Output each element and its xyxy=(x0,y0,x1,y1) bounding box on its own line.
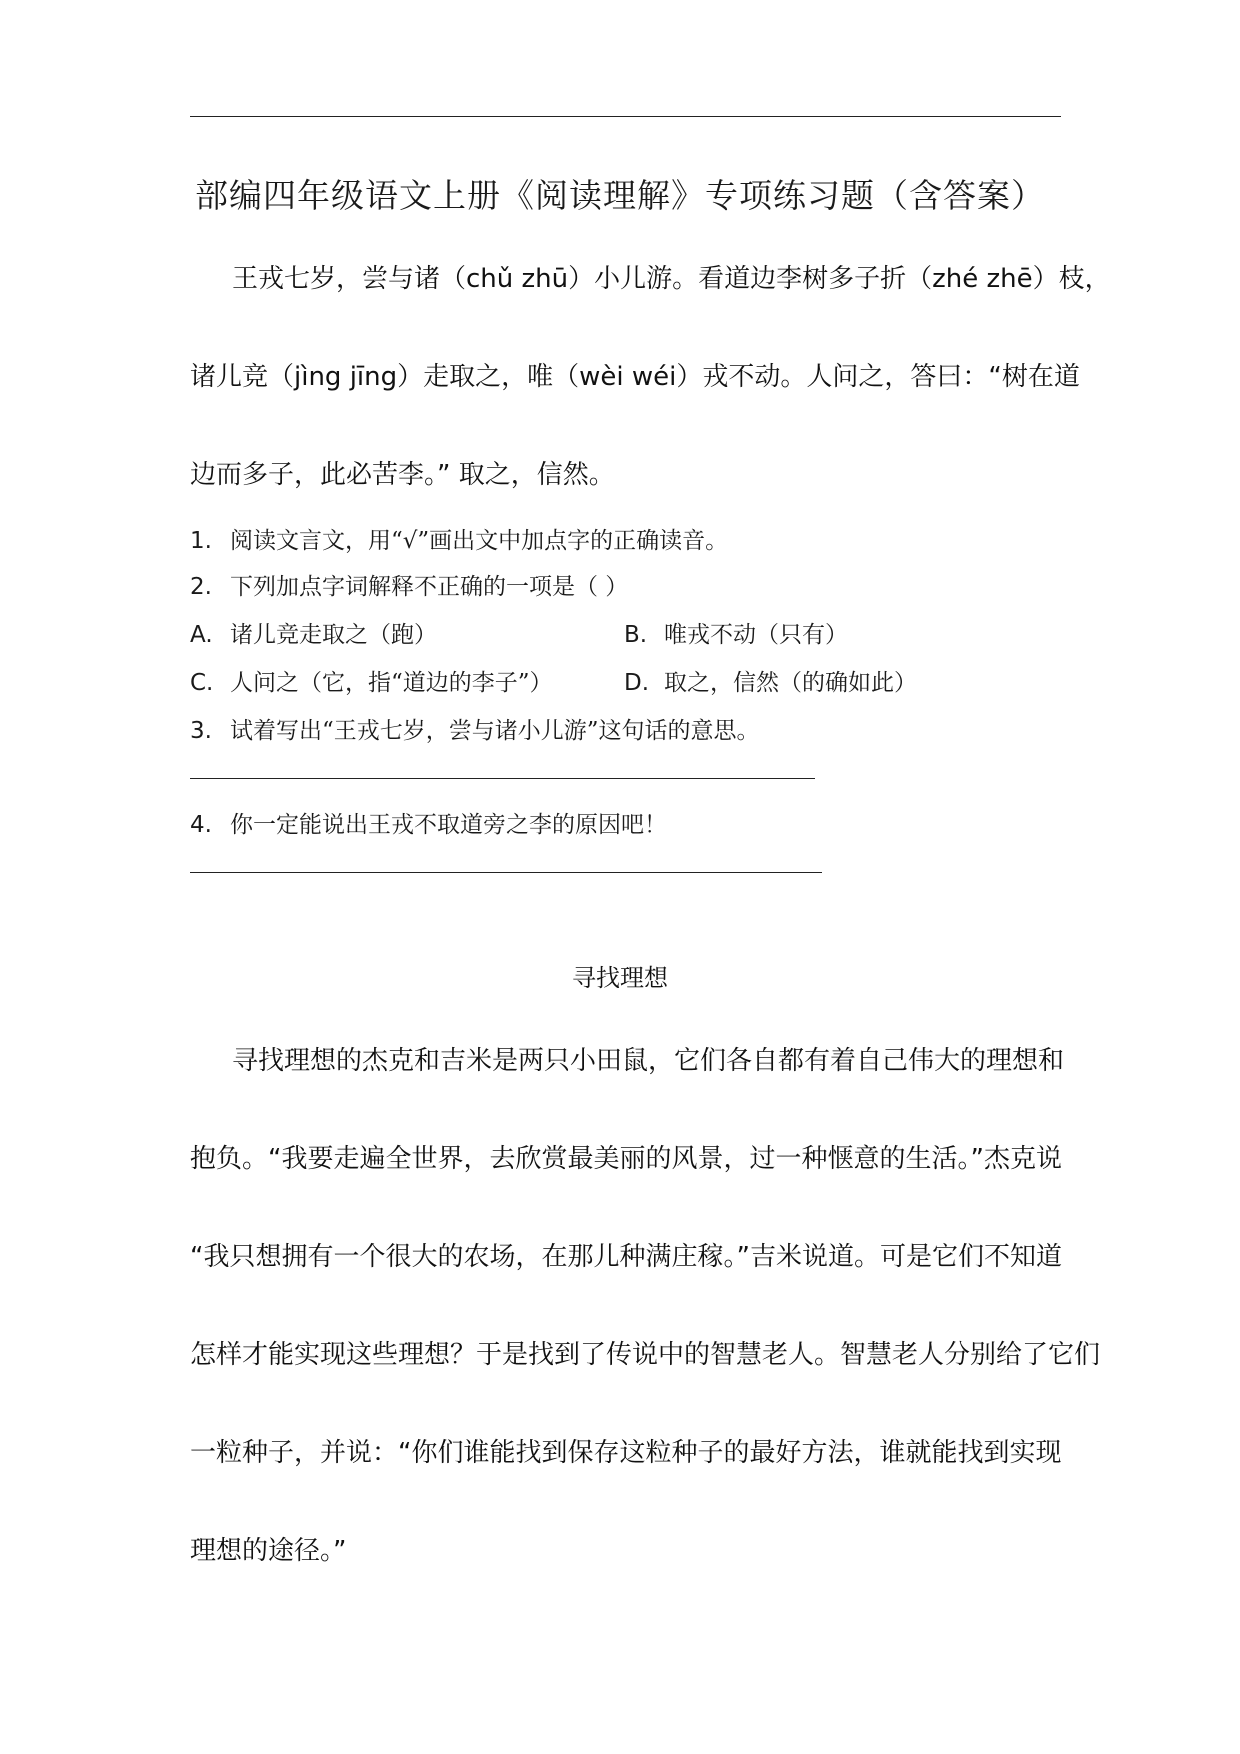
answer-line-q4[interactable] xyxy=(190,872,822,873)
question-4 xyxy=(190,806,667,839)
passage2-line-3: “我只想拥有一个很大的农场，在那儿种满庄稼。”吉米说道。可是它们不知道 xyxy=(190,1242,1062,1272)
option-label: B. xyxy=(624,622,648,648)
header-rule xyxy=(190,116,1061,117)
question-text: 试着写出“王戎七岁，尝与诸小儿游”这句话的意思。 xyxy=(230,718,760,744)
option-c xyxy=(190,664,553,697)
passage2-line-6: 理想的途径。” xyxy=(190,1536,347,1566)
option-d xyxy=(624,664,917,697)
passage1-line-1: 王戎七岁，尝与诸（chǔ zhū）小儿游。看道边李树多子折（zhé zhē）枝， xyxy=(232,264,1111,294)
option-label: A. xyxy=(190,622,213,648)
option-text: 唯戎不动（只有） xyxy=(664,622,848,648)
question-number: 3. xyxy=(190,718,212,744)
question-text: 下列加点字词解释不正确的一项是（ ） xyxy=(230,574,629,600)
passage1-line-3: 边而多子，此必苦李。” 取之，信然。 xyxy=(190,460,615,490)
passage2-line-2: 抱负。“我要走遍全世界，去欣赏最美丽的风景，过一种惬意的生活。”杰克说 xyxy=(190,1144,1062,1174)
option-b xyxy=(624,616,848,649)
question-text: 你一定能说出王戎不取道旁之李的原因吧！ xyxy=(230,812,667,838)
answer-line-q3[interactable] xyxy=(190,778,815,779)
passage2-line-1: 寻找理想的杰克和吉米是两只小田鼠，它们各自都有着自己伟大的理想和 xyxy=(232,1046,1065,1076)
option-a xyxy=(190,616,437,649)
passage1-line-2: 诸儿竞（jìng jīng）走取之，唯（wèi wéi）戎不动。人问之，答曰：“树在道 xyxy=(190,362,1080,392)
passage2-line-5: 一粒种子，并说：“你们谁能找到保存这粒种子的最好方法，谁就能找到实现 xyxy=(190,1438,1062,1468)
page-title: 部编四年级语文上册《阅读理解》专项练习题（含答案） xyxy=(195,176,1045,215)
question-number: 2. xyxy=(190,574,212,600)
section-title: 寻找理想 xyxy=(572,964,668,992)
question-text: 阅读文言文，用“√”画出文中加点字的正确读音。 xyxy=(230,528,729,554)
question-1 xyxy=(190,522,728,555)
option-label: D. xyxy=(624,670,650,696)
question-number: 1. xyxy=(190,528,212,554)
option-text: 取之，信然（的确如此） xyxy=(664,670,917,696)
option-text: 人问之（它，指“道边的李子”） xyxy=(230,670,553,696)
question-number: 4. xyxy=(190,812,212,838)
passage2-line-4: 怎样才能实现这些理想？于是找到了传说中的智慧老人。智慧老人分别给了它们 xyxy=(190,1340,1101,1370)
option-text: 诸儿竞走取之（跑） xyxy=(230,622,437,648)
option-label: C. xyxy=(190,670,214,696)
question-2 xyxy=(190,568,628,601)
question-3 xyxy=(190,712,760,745)
